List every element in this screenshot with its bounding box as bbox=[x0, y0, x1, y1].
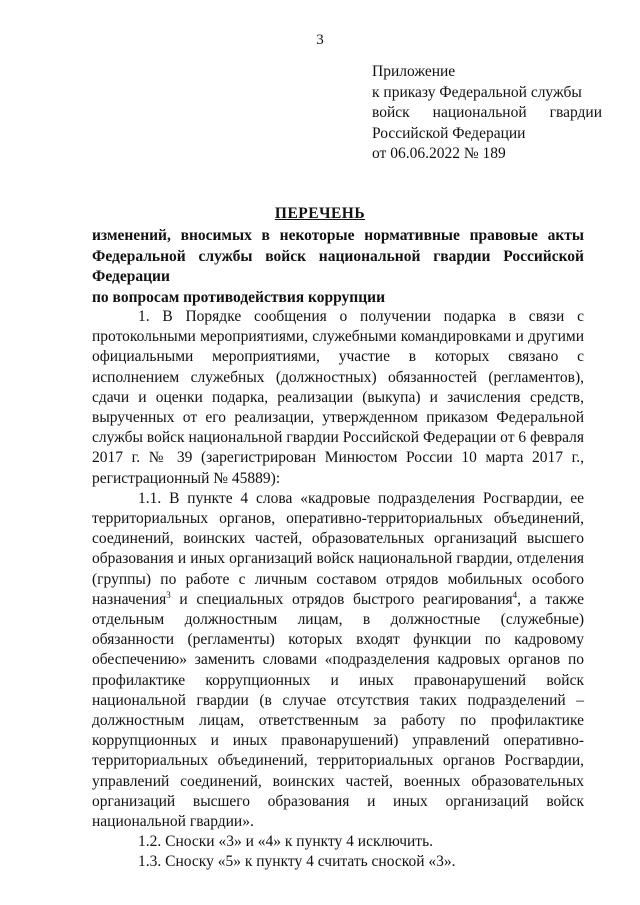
subheading-line: по вопросам противодействия коррупции bbox=[92, 288, 386, 306]
document-heading: ПЕРЕЧЕНЬ bbox=[274, 205, 366, 222]
page-number: 3 bbox=[316, 32, 324, 48]
paragraph-text: 1.1. В пункте 4 слова «кадровые подразделения Росгвардии, ее территориальных органов, оперативно-территориальных объединений, соединений, воинских частей, образовательных организаций высшего образования и иных организаций войск национальной гвардии, отделения (группы) по работе с личным составом отрядов мобильных особого назначения bbox=[92, 489, 584, 608]
paragraph-1-1 bbox=[92, 489, 584, 832]
document-body bbox=[92, 307, 584, 873]
appendix-line: Российской Федерации bbox=[372, 124, 526, 142]
paragraph-1: 1. В Порядке сообщения о получении подарка в связи с протокольными мероприятиями, служебными командировками и другими официальными мероприятиями, участие в которых связано с исполнением служебных (должностных) обязанностей (регламентов), сдачи и оценки подарка, реализации (выкупа) и зачисления средств, вырученных от его реализации, утвержденном приказом Федеральной службы войск национальной гвардии Российской Федерации от 6 февраля 2017 г. № 39 (зарегистрирован Минюстом России 10 марта 2017 г., регистрационный № 45889): bbox=[92, 308, 584, 487]
paragraph-text: , а также отдельным должностным лицам, в должностные (служебные) обязанности (регламенты) которых входят функции по кадровому обеспечению» заменить словами «подразделения кадровых органов по профилактике коррупционных и иных правонарушений войск национальной гвардии (в случае отсутствия таких подразделений – должностным лицам, ответственным за работу по профилактике коррупционных и иных правонарушений) управлений оперативно-территориальных объединений, территориальных органов Росгвардии, управлений соединений, воинских частей, военных образовательных организаций высшего образования и иных организаций войск национальной гвардии». bbox=[92, 590, 584, 831]
appendix-line: от 06.06.2022 № 189 bbox=[372, 145, 506, 162]
paragraph-text: и специальных отрядов быстрого реагирования bbox=[170, 590, 513, 608]
subheading-line: изменений, вносимых в некоторые нормативные правовые акты bbox=[92, 227, 584, 244]
footnote-ref: 3 bbox=[166, 589, 171, 600]
appendix-block bbox=[372, 62, 602, 165]
appendix-line: Приложение bbox=[372, 63, 456, 80]
paragraph-1-3: 1.3. Сноску «5» к пункту 4 считать сноской «3». bbox=[138, 853, 456, 871]
appendix-line: войск национальной гвардии bbox=[372, 104, 602, 121]
footnote-ref: 4 bbox=[512, 589, 518, 600]
document-subheading bbox=[92, 226, 584, 308]
appendix-line: к приказу Федеральной службы bbox=[372, 83, 582, 101]
paragraph-1-2: 1.2. Сноски «3» и «4» к пункту 4 исключить. bbox=[138, 833, 434, 851]
subheading-line: Федеральной службы войск национальной гвардии Российской Федерации bbox=[92, 247, 584, 285]
